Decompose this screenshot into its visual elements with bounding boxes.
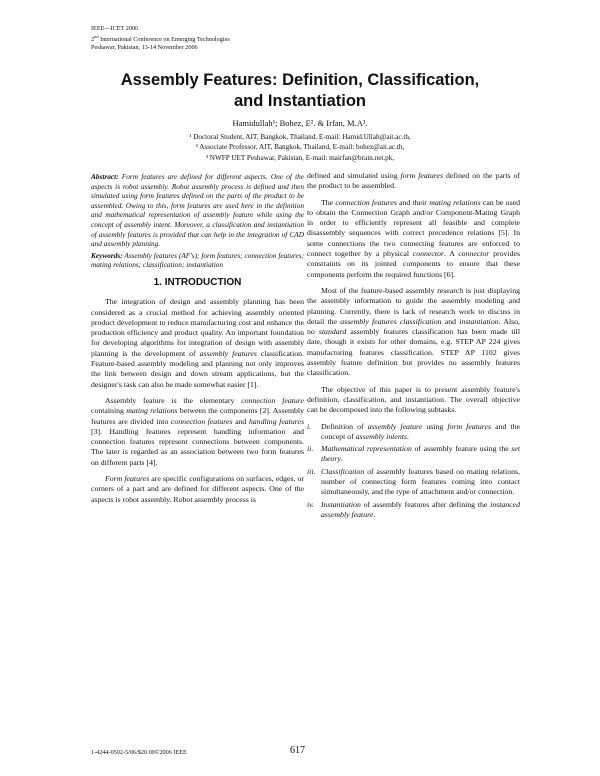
list-item: i. Definition of assembly feature using form features and the concept of assembly intents. <box>307 421 521 441</box>
left-column <box>91 172 304 511</box>
list-item: iv. Instantiation of assembly features after defining the instanced assembly feature. <box>307 499 520 519</box>
affiliation-2: ² Associate Professor, AIT, Bangkok, Thailand, E-mail: bohez@ait.ac.th, <box>195 143 405 152</box>
authors: Hamidullah¹; Bohez, E². & Irfan, M.A³. <box>232 118 368 128</box>
paragraph: The objective of this paper is to present assembly feature's definition, classification, and instantiation. The overall objective can be decomposed into the following subtasks. <box>307 384 520 415</box>
list-item: iii. Classification of assembly features based on mating relations, number of connecting form features coming into contact simultaneously, and the type of attachment and/or connection. <box>307 466 520 497</box>
paragraph: Form features are specific configurations on surfaces, edges, or corners of a part and are defined for different aspects. One of the aspects is robot assembly. Robot assembly process is <box>91 473 304 504</box>
affiliations <box>60 132 540 163</box>
page-number: 617 <box>290 745 305 756</box>
list-item: ii. Mathematical representation of assembly feature using the set theory. <box>307 444 520 464</box>
right-column <box>307 171 520 522</box>
paragraph: defined and simulated using form features defined on the parts of the product to be assembled. <box>307 171 520 191</box>
subtask-list <box>307 422 520 521</box>
affiliation-1: ¹ Doctoral Student, AIT, Bangkok, Thailand, E-mail: Hamid.Ullah@ait.ac.th, <box>189 133 411 141</box>
paragraph: Assembly feature is the elementary connection feature containing mating relations between the components [2]. Assembly features are divided into connection features and handling features [3]. Handling features represent handling information and connection features represent connections between components. The later is regarded as an association between two form features on different parts [4]. <box>91 395 305 467</box>
conference-header <box>91 25 230 52</box>
header-line-2: 2nd International Conference on Emerging Technologies <box>91 34 230 44</box>
paragraph: The connection features and their mating relations can be used to obtain the Connection Graph and/or Component-Mating Graph in order to efficiently represent all feasible and complete disassembly sequences with correct precedence relations [5]. In some connections the two connecting features are enforced to connect together by a physical connector. A connector provides constraints on its jointed components to ensure that these components perform the required functions [6]. <box>307 197 520 279</box>
abstract: Abstract: Form features are defined for different aspects. One of the aspects is robot assembly. Robot assembly process is defined and then simulated using form features defined on the parts of the product to be assembled. Owing to this, form features are used here in the definition and mathematical representation of assembly feature while using the concept of assembly intent. Moreover, a classification and instantiation of assembly features is provided that can help in the integration of CAD and assembly planning. <box>91 172 304 249</box>
affiliation-3: ³ NWFP UET Peshawar, Pakistan, E-mail: mairfan@brain.net.pk, <box>205 153 395 162</box>
keywords: Keywords: Assembly features (AF's); form features; connection features; mating relations; classification; instantiation <box>91 250 304 270</box>
section-heading-introduction: 1. INTRODUCTION <box>153 276 242 288</box>
paragraph: Most of the feature-based assembly research is just displaying the assembly information to guide the assembly modeling and planning. Currently, there is lack of research work to discuss in detail the assembly features classification and instantiation. Also, no standard assembly features classification has been made till date, though it exists for other domains, e.g. STEP AP 224 gives manufacturing features classification. STEP AP 1102 gives assembly feature definition but provides no assembly features classification. <box>307 285 521 378</box>
header-line-3: Peshawar, Pakistan, 13-14 November 2006 <box>91 44 198 52</box>
paragraph: The integration of design and assembly planning has been considered as a crucial method for achieving assembly oriented product development to reduce manufacturing cost and enhance the production efficiency and product quality. An important foundation for developing algorithms for integration of design with assembly planning is the development of assembly features classification. Feature-based assembly modeling and planning not only improves the link between design and down stream applications, but the designer's task can also be made somewhat easier [1]. <box>91 297 304 389</box>
paper-title: Assembly Features: Definition, Classification, and Instantiation <box>120 71 480 110</box>
header-line-1: IEEE—ICET 2006 <box>91 25 139 32</box>
isbn-footer: 1-4244-0502-5/06/$20.00©2006 IEEE <box>91 749 187 756</box>
